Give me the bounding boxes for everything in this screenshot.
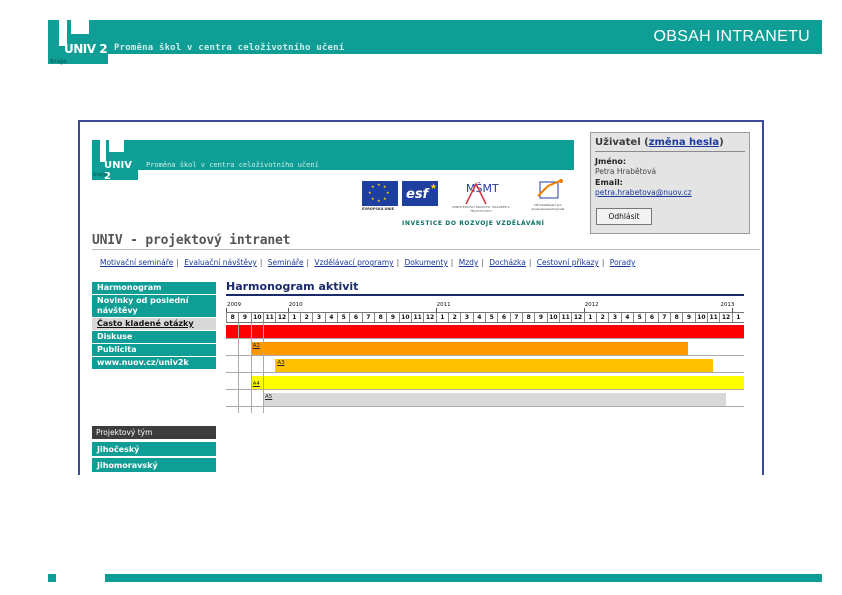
msmt-logo-icon (460, 178, 510, 208)
gantt-month-label: 5 (485, 313, 497, 322)
team-item-jihomoravsky[interactable]: Jihomoravský (92, 458, 216, 473)
gantt-month-label: 7 (510, 313, 522, 322)
team-heading: Projektový tým (92, 426, 216, 439)
gantt-month-label: 10 (547, 313, 559, 322)
gantt-month-row (226, 312, 744, 323)
gantt-month-label: 3 (312, 313, 324, 322)
team-item-jihocesky[interactable]: Jihočeský (92, 442, 216, 457)
nav-seminars[interactable]: Semináře (267, 258, 304, 267)
email-link[interactable]: petra.hrabetova@nuov.cz (595, 188, 692, 197)
menu-item-harmonogram[interactable]: Harmonogram (92, 282, 216, 295)
gantt-bar[interactable] (226, 325, 744, 338)
name-label: Jméno: (595, 157, 627, 166)
footer-square (48, 574, 56, 582)
partner-logos (362, 178, 572, 226)
gantt-year-label: 2013 (720, 302, 735, 308)
site-logo-subtext: kraje (93, 172, 108, 178)
gantt-month-label: 11 (411, 313, 423, 322)
left-menu (92, 282, 216, 370)
site-logo-text: UNIV 2 (104, 160, 132, 182)
gantt-bar[interactable] (263, 393, 726, 406)
user-panel (590, 132, 750, 234)
esf-logo (402, 181, 438, 206)
gantt-month-label: 8 (374, 313, 386, 322)
nav-documents[interactable]: Dokumenty (404, 258, 448, 267)
eu-caption: EVROPSKÁ UNIE (362, 207, 394, 211)
user-panel-title: Uživatel (změna hesla) (595, 137, 724, 148)
esf-logo-text: esf (406, 187, 429, 202)
gantt-month-label: 11 (263, 313, 275, 322)
gantt-month-label: 9 (534, 313, 546, 322)
menu-item-news[interactable]: Novinky od poslední návštěvy (92, 295, 216, 318)
gantt-month-label: 11 (707, 313, 719, 322)
email-label: Email: (595, 178, 623, 187)
gantt-year-label: 2012 (584, 302, 599, 308)
gantt-month-label: 1 (288, 313, 300, 322)
logo-text: UNIV 2 (64, 42, 108, 56)
gantt-month-label: 7 (362, 313, 374, 322)
gantt-bar[interactable] (275, 359, 713, 372)
gantt-year-label: 2010 (288, 302, 303, 308)
msmt-logo-text: MŠMT (466, 182, 499, 195)
star-icon: ★ (429, 182, 437, 191)
gantt-month-label: 2 (300, 313, 312, 322)
gantt-month-label: 1 (732, 313, 744, 322)
gantt-month-label: 11 (559, 313, 571, 322)
gantt-row (226, 375, 744, 390)
gantt-gridline (238, 323, 239, 413)
banner-tagline: Proměna škol v centra celoživotního učení (114, 43, 345, 53)
univ2-logo (48, 20, 108, 64)
gantt-month-label: 3 (608, 313, 620, 322)
site-logo[interactable] (92, 140, 138, 180)
gantt-month-label: 8 (522, 313, 534, 322)
gantt-month-label: 1 (436, 313, 448, 322)
gantt-month-label: 10 (251, 313, 263, 322)
gantt-bar[interactable] (251, 342, 689, 355)
gantt-month-label: 2 (448, 313, 460, 322)
eu-flag-icon: ★ ★ ★ ★ ★ ★ ★ ★ (362, 181, 398, 206)
nav-salaries[interactable]: Mzdy (458, 258, 479, 267)
op-caption: OP Vzdělávání pro konkurenceschopnost (531, 203, 565, 211)
gantt-month-label: 12 (719, 313, 731, 322)
nav-travel-orders[interactable]: Cestovní příkazy (536, 258, 599, 267)
gantt-month-label: 4 (325, 313, 337, 322)
msmt-caption: MINISTERSTVO ŠKOLSTVÍ, MLÁDEŽE A TĚLOVÝCHOVY (452, 205, 510, 213)
gantt-activity-label[interactable]: A4 (252, 381, 260, 387)
gantt-activity-label[interactable]: A5 (265, 394, 273, 400)
gantt-activity-label[interactable]: A2 (252, 343, 260, 349)
name-value: Petra Hrabětová (595, 167, 657, 176)
gantt-chart (226, 302, 744, 412)
divider (595, 151, 745, 152)
gantt-month-label: 4 (621, 313, 633, 322)
gantt-month-label: 12 (275, 313, 287, 322)
slide-title: OBSAH INTRANETU (653, 28, 810, 45)
gantt-month-label: 3 (460, 313, 472, 322)
divider (92, 249, 760, 250)
gantt-month-label: 6 (645, 313, 657, 322)
invest-slogan: INVESTICE DO ROZVOJE VZDĚLÁVÁNÍ (402, 220, 545, 227)
gantt-month-label: 5 (633, 313, 645, 322)
menu-item-discussion[interactable]: Diskuse (92, 331, 216, 344)
slide-banner (48, 20, 822, 65)
gantt-month-label: 2 (596, 313, 608, 322)
top-navigation: Motivační semináře | Evaluační návštěvy | Semináře | Vzdělávací programy | Dokumenty | Mzdy | Docházka | Cestovní příkazy | Porady (100, 258, 636, 267)
logout-button[interactable]: Odhlásit (596, 208, 652, 225)
menu-item-website[interactable]: www.nuov.cz/univ2k (92, 357, 216, 370)
gantt-gridline (251, 323, 252, 413)
nav-meetings[interactable]: Porady (609, 258, 636, 267)
gantt-month-label: 10 (399, 313, 411, 322)
gantt-month-label: 10 (695, 313, 707, 322)
nav-education-programs[interactable]: Vzdělávací programy (314, 258, 394, 267)
footer-bar (105, 574, 822, 582)
gantt-year-label: 2009 (227, 302, 241, 308)
gantt-month-label: 9 (238, 313, 250, 322)
page-title: UNIV - projektový intranet (92, 233, 291, 248)
harmonogram-title: Harmonogram aktivit (226, 280, 359, 293)
gantt-month-label: 12 (571, 313, 583, 322)
gantt-year-label: 2011 (436, 302, 451, 308)
nav-motivational-seminars[interactable]: Motivační semináře (100, 258, 174, 267)
gantt-month-label: 6 (349, 313, 361, 322)
gantt-row (226, 392, 744, 407)
gantt-row (226, 324, 744, 339)
intranet-screenshot (78, 120, 764, 475)
nav-attendance[interactable]: Docházka (489, 258, 526, 267)
site-tagline: Proměna škol v centra celoživotního učení (146, 161, 319, 169)
gantt-month-label: 9 (682, 313, 694, 322)
gantt-activity-label[interactable]: A3 (277, 360, 285, 366)
gantt-row (226, 341, 744, 356)
gantt-month-label: 8 (226, 313, 238, 322)
change-password-link[interactable]: změna hesla (648, 137, 720, 148)
divider (226, 294, 744, 296)
nav-evaluation-visits[interactable]: Evaluační návštěvy (184, 258, 257, 267)
gantt-month-label: 9 (386, 313, 398, 322)
gantt-gridline (263, 323, 264, 413)
gantt-month-label: 12 (423, 313, 435, 322)
gantt-month-label: 1 (584, 313, 596, 322)
gantt-month-label: 7 (658, 313, 670, 322)
gantt-month-label: 5 (337, 313, 349, 322)
gantt-month-label: 8 (670, 313, 682, 322)
user-label: Uživatel (595, 137, 641, 148)
logo-subtext: kraje (50, 58, 68, 65)
menu-item-publicity[interactable]: Publicita (92, 344, 216, 357)
gantt-month-label: 4 (473, 313, 485, 322)
gantt-bar[interactable] (251, 376, 744, 389)
gantt-month-label: 6 (497, 313, 509, 322)
gantt-row (226, 358, 744, 373)
menu-item-faq[interactable]: Často kladené otázky (92, 318, 216, 331)
